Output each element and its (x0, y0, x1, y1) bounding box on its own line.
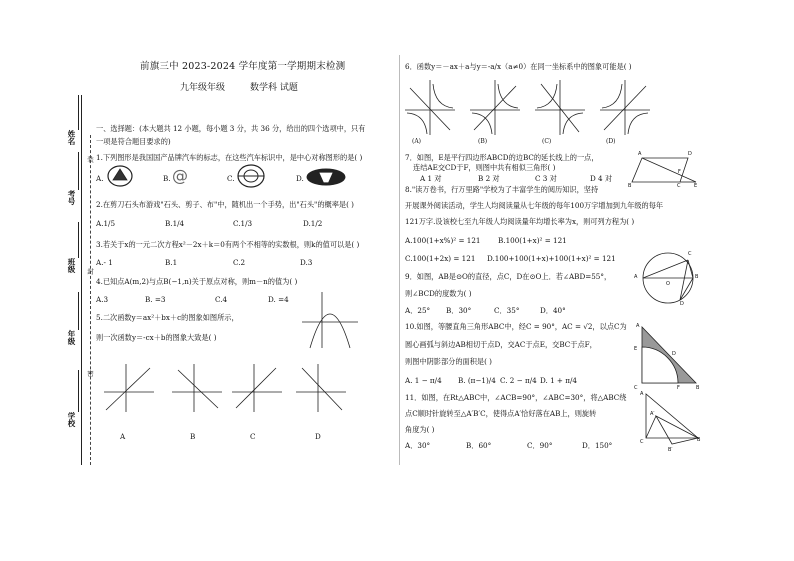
q11-option-d: D．150° (582, 441, 613, 450)
subject-subtitle: 数学科 试题 (250, 83, 298, 93)
q11-label-a-prime: A′ (650, 411, 655, 417)
q9-option-a: A．25° (405, 306, 431, 315)
q11-stem-cont2: 角度为( ) (405, 425, 435, 434)
q1-logo-c (235, 164, 267, 188)
q6-graph-b (470, 80, 520, 135)
q10-option-c: C. 2 − π/4 (500, 376, 537, 385)
q9-label-d: D (680, 301, 684, 307)
q3-option-a: A.- 1 (96, 258, 113, 267)
q10-stem-cont2: 则图中阴影部分的面积是( ) (405, 357, 492, 366)
q1-option-b-label: B. (163, 174, 171, 183)
q7-label-a: A (638, 151, 642, 157)
q1-logo-b: @ (172, 166, 188, 185)
q11-label-b: B (697, 437, 701, 443)
school-field-line[interactable] (78, 370, 79, 412)
q6-option-c: (C) (542, 138, 552, 145)
class-field-line[interactable] (78, 222, 79, 258)
column-divider (399, 55, 400, 465)
q8-stem-cont: 开展课外阅读活动，学生人均阅读量从七年级的每年100万字增加到九年级的每年 (405, 201, 664, 210)
q7-option-b: B 2 对 (478, 174, 500, 183)
exam-no-label: 考号 (67, 190, 76, 205)
q9-option-d: D．40° (540, 306, 566, 315)
q10-option-b: B. (π−1)/4 (458, 376, 496, 385)
q11-option-c: C．90° (527, 441, 553, 450)
q5-graph-b (172, 362, 222, 412)
q4-option-d: D. =4 (268, 295, 289, 304)
q9-option-b: B．30° (446, 306, 472, 315)
q8-option-c: C.100(1+2x) = 121 (405, 254, 476, 263)
q1-option-d-label: D. (296, 174, 304, 183)
page-title: 前旗三中 2023-2024 学年度第一学期期末检测 (140, 61, 346, 72)
q8-option-b: B.100(1+x)² = 121 (498, 236, 567, 245)
q11-stem-cont: 点C顺时针旋转至△A′B′C，使得点A′恰好落在AB上，则旋转 (405, 409, 597, 418)
q4-option-c: C.4 (215, 295, 228, 304)
name-label: 姓名 (67, 130, 76, 145)
q6-graph-d (600, 80, 650, 135)
q1-stem: 1.下列图形是我国国产品牌汽车的标志，在这些汽车标识中，是中心对称图形的是( ) (96, 153, 363, 162)
q6-graph-c (535, 80, 585, 135)
q4-stem: 4.已知点A(m,2)与点B(−1,n)关于原点对称，则m－n的值为( ) (96, 277, 298, 286)
q11-label-b-prime: B′ (668, 447, 673, 453)
grade-subtitle: 九年级年级 (180, 83, 226, 93)
q6-option-a: (A) (412, 138, 422, 145)
q7-label-b: B (628, 183, 632, 189)
q3-option-c: C.2 (233, 258, 246, 267)
q6-graph-a (405, 80, 455, 135)
q1-option-a-label: A. (96, 174, 104, 183)
q3-stem: 3.若关于x的一元二次方程x²－2x＋k＝0有两个不相等的实数根，则k的值可以是( ) (96, 240, 360, 249)
q3-option-b: B.1 (165, 258, 178, 267)
q2-option-c: C.1/3 (233, 219, 253, 228)
name-field-line[interactable] (78, 95, 79, 130)
section-heading-cont: 一项是符合题目要求的) (96, 137, 171, 146)
q10-label-c: C (634, 385, 638, 391)
q2-stem: 2.在剪刀石头布游戏"石头、剪子、布"中，随机出一个手势，出"石头"的概率是( ) (96, 200, 354, 209)
q4-option-b: B. =3 (145, 295, 166, 304)
q2-option-a: A.1/5 (96, 219, 116, 228)
q8-stem: 8."读万卷书，行万里路"学校为了丰富学生的阅历知识，坚持 (405, 185, 599, 194)
q7-label-d: D (688, 151, 692, 157)
seal-char-feng: 封 (86, 268, 94, 275)
q5-option-b: B (190, 432, 196, 441)
q9-label-a: A (634, 274, 638, 280)
q10-stem-cont: 圆心画弧与斜边AB相切于点D，交AC于点E，交BC于点F， (405, 340, 597, 349)
q11-option-b: B．60° (466, 441, 492, 450)
q5-option-c: C (250, 432, 256, 441)
q9-label-o: O (666, 281, 670, 287)
q1-option-c-label: C. (227, 174, 235, 183)
class-label: 班级 (67, 258, 76, 273)
q11-stem: 11．如图，在Rt△ABC中，∠ACB=90°，∠ABC=30°，将△ABC绕 (405, 393, 627, 402)
q5-stem-cont: 则一次函数y＝-cx＋b的图象大致是( ) (96, 333, 217, 342)
q5-graph-d (296, 362, 346, 412)
q10-label-d: D (672, 351, 676, 357)
q5-option-d: D (315, 432, 321, 441)
q10-label-e: E (634, 346, 638, 352)
q10-stem: 10.如图，等腰直角三角形ABC中，经C = 90°，AC = √2，以点C为 (405, 322, 627, 331)
q10-option-a: A. 1 − π/4 (405, 376, 442, 385)
seal-char-zhuang: 装 (86, 156, 94, 163)
q10-triangle-figure (640, 325, 700, 387)
seal-char-mi: 密 (86, 370, 94, 377)
q7-option-d: D 4 对 (590, 174, 613, 183)
q2-option-d: D.1/2 (303, 219, 323, 228)
q10-label-a: A (636, 323, 640, 329)
q7-label-f: F (678, 169, 681, 175)
q1-logo-a (105, 165, 135, 187)
q5-parabola-figure (300, 290, 360, 350)
q9-stem: 9．如图，AB是⊙O的直径，点C，D在⊙O上．若∠ABD=55°， (405, 272, 612, 281)
q7-label-c: C (677, 183, 681, 189)
q8-option-d: D.100+100(1+x)+100(1+x)² = 121 (487, 254, 616, 263)
q7-label-e: E (694, 183, 698, 189)
exam-no-field-line[interactable] (78, 152, 79, 190)
q9-option-c: C．35° (494, 306, 520, 315)
q10-label-f: F (677, 385, 680, 391)
q8-stem-cont2: 121万字.设该校七至九年级人均阅读量年均增长率为x，则可列方程为( ) (405, 217, 635, 226)
q9-stem-cont: 则∠BCD的度数为( ) (405, 289, 472, 298)
q6-option-b: (B) (478, 138, 488, 145)
q2-option-b: B.1/4 (165, 219, 185, 228)
binding-line (81, 95, 82, 465)
q4-option-a: A.3 (96, 295, 109, 304)
grade-field-line[interactable] (78, 292, 79, 330)
q6-stem: 6．函数y＝－ax＋a与y＝-a/x（a≠0）在同一坐标系中的图象可能是( ) (405, 62, 632, 71)
grade-label: 年级 (67, 330, 76, 345)
q11-option-a: A．30° (405, 441, 431, 450)
q7-option-a: A 1 对 (420, 174, 442, 183)
q9-label-b: B (695, 274, 699, 280)
q3-option-d: D.3 (300, 258, 313, 267)
q7-option-c: C 3 对 (535, 174, 557, 183)
q7-stem-cont: 连结AE交CD于F，则图中共有相似三角形( ) (413, 163, 556, 172)
q11-label-c: C (640, 439, 644, 445)
q5-stem: 5.二次函数y＝ax²＋bx＋c的图象如图所示， (96, 313, 239, 322)
q5-graph-c (232, 362, 282, 412)
section-heading: 一、选择题：(本大题共 12 小题，每小题 3 分，共 36 分，给出的四个选项中，只有 (96, 124, 366, 133)
q11-rotation-figure (636, 390, 702, 446)
q11-label-a: A (640, 391, 644, 397)
q5-option-a: A (120, 432, 126, 441)
q5-graph-a (104, 362, 154, 412)
q10-label-b: B (696, 385, 700, 391)
q8-option-a: A.100(1+x%)² = 121 (405, 236, 481, 245)
q9-label-c: C (688, 251, 692, 257)
q7-stem: 7．如图，E是平行四边形ABCD的边BC的延长线上的一点， (405, 153, 599, 162)
q6-option-d: (D) (606, 138, 616, 145)
seal-dash-line (90, 135, 91, 465)
q1-logo-d (306, 168, 346, 186)
q10-option-d: D. 1 + π/4 (540, 376, 577, 385)
school-label: 学校 (67, 412, 76, 427)
